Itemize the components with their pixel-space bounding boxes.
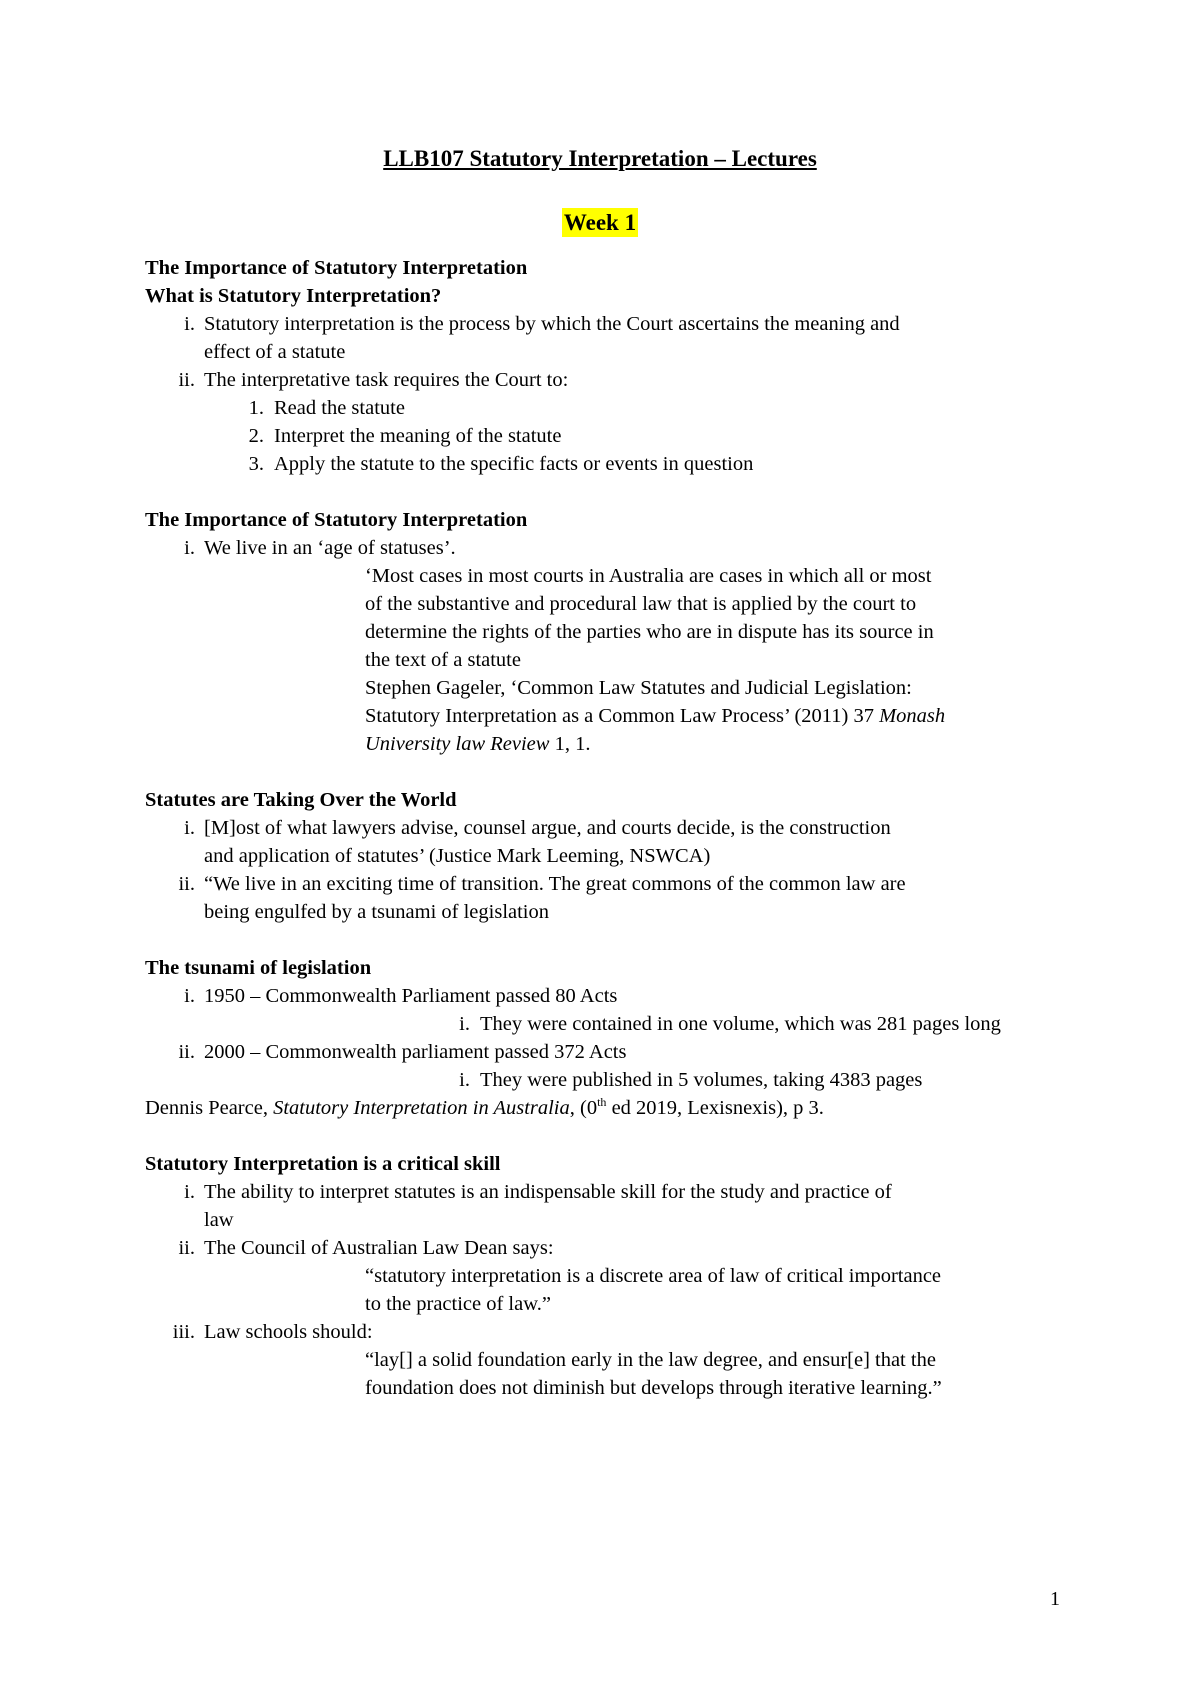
list-text: 1950 – Commonwealth Parliament passed 80 Acts [204, 985, 618, 1007]
list-text: They were published in 5 volumes, taking 4383 pages [480, 1069, 923, 1091]
list-number: ii. [178, 369, 195, 391]
list-number: ii. [178, 1041, 195, 1063]
book-title: Statutory Interpretation in Australia [273, 1097, 570, 1119]
list-text: Law schools should: [204, 1321, 373, 1343]
list-item [145, 1178, 1075, 1206]
list-number: i. [459, 1069, 470, 1091]
list-item [145, 1318, 1075, 1346]
list-item-continued [145, 898, 1075, 926]
list-number: 2. [248, 425, 264, 447]
quote-line: foundation does not diminish but develops through iterative learning.” [365, 1377, 942, 1399]
list-item-continued [145, 1206, 1075, 1234]
list-text: Read the statute [274, 397, 405, 419]
list-number: i. [184, 1181, 195, 1203]
list-number: ii. [178, 873, 195, 895]
list-item [145, 814, 1075, 842]
journal-title: Monash [879, 705, 946, 727]
list-text: being engulfed by a tsunami of legislation [204, 901, 550, 923]
page-number: 1 [1050, 1588, 1060, 1610]
section-heading: The Importance of Statutory Interpretation [145, 257, 528, 279]
section-subheading: What is Statutory Interpretation? [145, 285, 442, 307]
quote-line: ‘Most cases in most courts in Australia are cases in which all or most [365, 565, 932, 587]
quote-line: determine the rights of the parties who are in dispute has its source in [365, 621, 934, 643]
citation-line: Statutory Interpretation as a Common Law Process’ (2011) 37 Monash [365, 705, 946, 727]
citation-line: University law Review 1, 1. [365, 733, 591, 755]
list-text: [M]ost of what lawyers advise, counsel argue, and courts decide, is the construction [204, 817, 891, 839]
quote-line: the text of a statute [365, 649, 521, 671]
list-text: Apply the statute to the specific facts or events in question [274, 453, 754, 475]
list-item-continued [145, 338, 1075, 366]
list-number: ii. [178, 1237, 195, 1259]
list-item [145, 1038, 1075, 1066]
sub-list-item [145, 1066, 1075, 1094]
list-number: iii. [172, 1321, 195, 1343]
list-text: The Council of Australian Law Dean says: [204, 1237, 554, 1259]
list-text: and application of statutes’ (Justice Mark Leeming, NSWCA) [204, 845, 711, 867]
citation-line: Dennis Pearce, Statutory Interpretation in Australia, (0th ed 2019, Lexisnexis), p 3. [145, 1095, 824, 1119]
section-heading: Statutes are Taking Over the World [145, 789, 457, 811]
quote-line: to the practice of law.” [365, 1293, 551, 1315]
list-number: i. [184, 537, 195, 559]
list-text: We live in an ‘age of statuses’. [204, 537, 456, 559]
document-title: LLB107 Statutory Interpretation – Lectures [383, 146, 817, 171]
quote-line: of the substantive and procedural law that is applied by the court to [365, 593, 917, 615]
section-heading: The tsunami of legislation [145, 957, 372, 979]
list-text: Interpret the meaning of the statute [274, 425, 562, 447]
list-text: effect of a statute [204, 341, 346, 363]
list-text: Statutory interpretation is the process by which the Court ascertains the meaning and [204, 313, 900, 335]
citation-line: Stephen Gageler, ‘Common Law Statutes and Judicial Legislation: [365, 677, 912, 699]
list-item-continued [145, 842, 1075, 870]
list-number: i. [184, 817, 195, 839]
list-text: The interpretative task requires the Court to: [204, 369, 569, 391]
list-text: law [204, 1209, 234, 1231]
list-text: “We live in an exciting time of transition. The great commons of the common law are [204, 873, 906, 895]
sub-list-item [145, 394, 1075, 422]
list-item [145, 310, 1075, 338]
list-item [145, 1234, 1075, 1262]
sub-list-item [145, 450, 1075, 478]
list-text: They were contained in one volume, which was 281 pages long [480, 1013, 1001, 1035]
sub-list-item [145, 422, 1075, 450]
list-number: i. [184, 985, 195, 1007]
list-item [145, 870, 1075, 898]
list-item [145, 366, 1075, 394]
week-heading [0, 210, 1200, 236]
quote-line: “lay[] a solid foundation early in the law degree, and ensur[e] that the [365, 1349, 936, 1371]
week-highlight: Week 1 [563, 210, 637, 235]
list-text: The ability to interpret statutes is an indispensable skill for the study and practice of [204, 1181, 892, 1203]
list-number: i. [184, 313, 195, 335]
list-number: 1. [248, 397, 264, 419]
quote-line: “statutory interpretation is a discrete area of law of critical importance [365, 1265, 942, 1287]
section-heading: The Importance of Statutory Interpretation [145, 509, 528, 531]
sub-list-item [145, 1010, 1075, 1038]
section-heading: Statutory Interpretation is a critical skill [145, 1153, 501, 1175]
document-body [145, 254, 1075, 1402]
list-number: 3. [248, 453, 264, 475]
list-item [145, 982, 1075, 1010]
journal-title: University law Review [365, 733, 550, 755]
list-text: 2000 – Commonwealth parliament passed 372 Acts [204, 1041, 627, 1063]
list-number: i. [459, 1013, 470, 1035]
list-item [145, 534, 1075, 562]
